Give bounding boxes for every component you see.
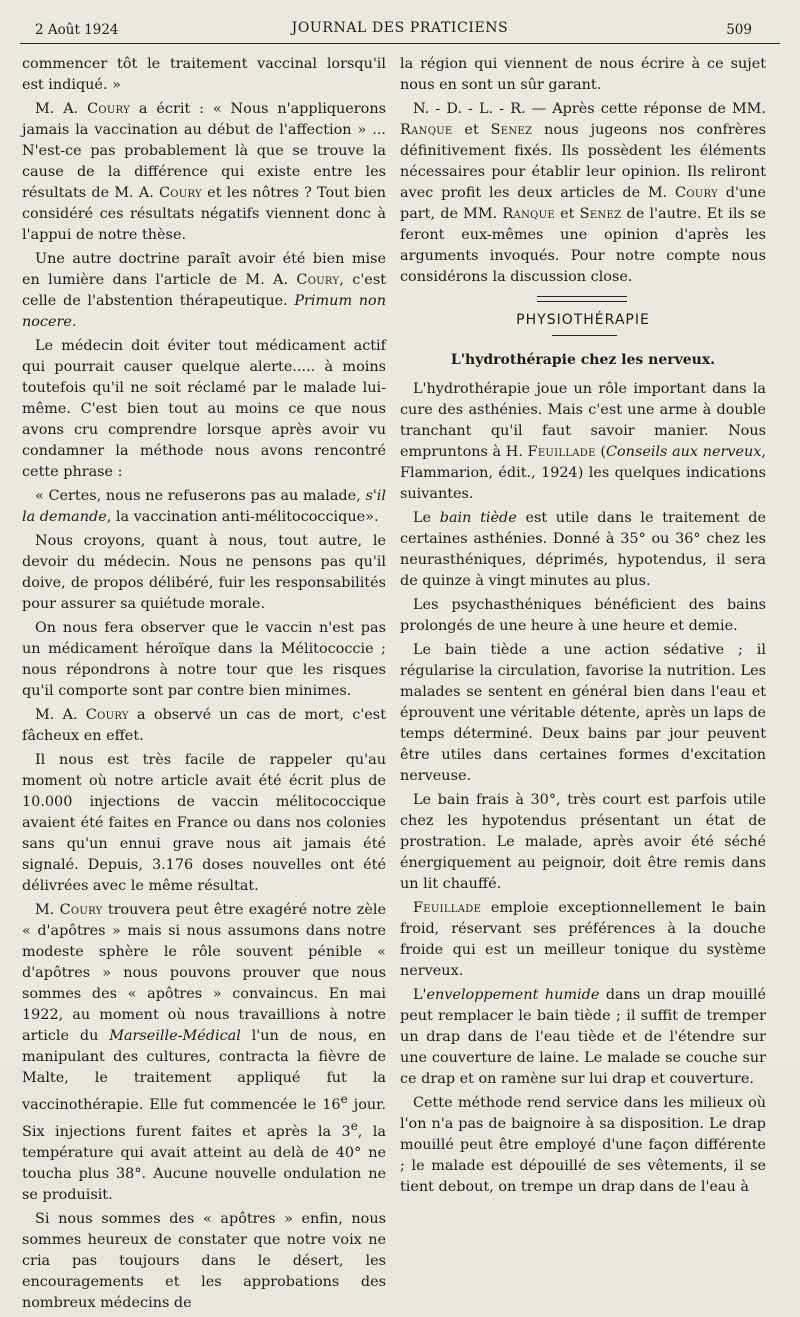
section-title: PHYSIOTHÉRAPIE: [516, 312, 650, 328]
section-divider: [537, 296, 627, 302]
paragraph: L'hydrothérapie joue un rôle important dans la cure des asthénies. Mais c'est une arme à double tranchant qu'il faut savoir manier. Nous empruntons à H. Feuillade (Conseils aux nerveux, Flammarion, édit., 1924) les quelques indications suivantes.: [400, 381, 766, 502]
author-name: Senez: [579, 206, 622, 222]
paragraph: Une autre doctrine paraît avoir été bien mise en lumière dans l'article de M. A. Coury, c'est celle de l'abstention thérapeutique. Primum non nocere.: [22, 251, 386, 330]
author-name: Coury: [87, 101, 131, 117]
author-name: Coury: [59, 902, 103, 918]
paragraph: Le bain tiède est utile dans le traitement de certaines asthénies. Donné à 35° ou 36° chez les neurasthéniques, déprimés, hypotendus, il sera de quinze à vingt minutes au plus.: [400, 510, 766, 589]
author-name: Coury: [85, 707, 129, 723]
author-name: Senez: [490, 122, 533, 138]
paragraph: Le médecin doit éviter tout médicament actif qui pourrait causer quelque alerte..... à moins toutefois qu'il ne soit réclamé par le malade lui-même. C'est bien tout au moins ce que nous avons cru comprendre lorsque après avoir vu condamner la méthode nous avons rencontré cette phrase :: [22, 338, 386, 480]
author-name: Coury: [675, 185, 718, 201]
header-rule: [20, 43, 780, 44]
right-column: [400, 54, 766, 1201]
book-title: Conseils aux nerveux: [606, 444, 762, 460]
paragraph: Cette méthode rend service dans les milieux où l'on n'a pas de baignoire à sa disposition. Le drap mouillé peut être employé d'une façon différente ; le malade est dépouillé de ses vêtements, il se tient debout, on trempe un drap dans de l'eau à: [400, 1095, 766, 1195]
editorial-note: N. - D. - L. - R. — Après cette réponse de MM. Ranque et Senez nous jugeons nos confrères définitivement fixés. Ils possèdent les éléments nécessaires pour établir leur opinion. Ils reliront avec profit les deux articles de M. Coury d'une part, de MM. Ranque et Senez de l'autre. Et ils se feront eux-mêmes une opinion d'après les arguments invoqués. Pour notre compte nous considérons la discussion close.: [400, 101, 766, 285]
author-name: Ranque: [502, 206, 555, 222]
latin-maxim: Primum non nocere.: [22, 293, 386, 330]
header-date: 2 Août 1924: [35, 22, 119, 38]
paragraph: commencer tôt le traitement vaccinal lorsqu'il est indiqué. »: [22, 56, 386, 93]
page-number: 509: [726, 22, 752, 38]
left-column: [22, 54, 386, 1317]
paragraph: Le bain tiède a une action sédative ; il régularise la circulation, favorise la nutrition. Les malades se sentent en général bien dans l'eau et éprouvent une véritable détente, après un laps de temps déterminé. Deux bains par jour peuvent être utiles dans certaines formes d'excitation nerveuse.: [400, 642, 766, 784]
author-name: Ranque: [400, 122, 453, 138]
paragraph: Il nous est très facile de rappeler qu'au moment où notre article avait été écrit plus de 10.000 injections de vaccin mélitococcique avaient été faites en France ou dans nos colonies sans qu'un ennui grave nous ait jamais été signalé. Depuis, 3.176 doses nouvelles ont été délivrées avec le même résultat.: [22, 752, 386, 894]
author-name: Feuillade: [527, 444, 596, 460]
article-title: L'hydrothérapie chez les nerveux.: [450, 352, 716, 368]
author-name: Coury: [296, 272, 340, 288]
paragraph: M. A. Coury a écrit : « Nous n'appliquerons jamais la vaccination au début de l'affection » ... N'est-ce pas probablement là que se trouve la cause de la différence qui existe entre les résultats de M. A. Coury et les nôtres ? Tout bien considéré ces résultats négatifs viennent donc à l'appui de notre thèse.: [22, 101, 386, 243]
author-name: Coury: [159, 185, 202, 201]
journal-title: JOURNAL DES PRATICIENS: [291, 20, 509, 36]
page-header: [0, 0, 800, 50]
journal-reference: Marseille-Médical: [109, 1028, 241, 1044]
paragraph: Nous croyons, quant à nous, tout autre, le devoir du médecin. Nous ne pensons pas qu'il doive, de propos délibéré, fuir les responsabilités pour assurer sa quiétude morale.: [22, 533, 386, 612]
author-name: Feuillade: [413, 900, 482, 916]
paragraph: M. A. Coury a observé un cas de mort, c'est fâcheux en effet.: [22, 707, 386, 744]
paragraph: L'enveloppement humide dans un drap mouillé peut remplacer le bain tiède ; il suffit de tremper un drap dans de l'eau tiède et de l'étendre sur une couverture de laine. Le malade se couche sur ce drap et on ramène sur lui drap et couverture.: [400, 987, 766, 1087]
paragraph: Le bain frais à 30°, très court est parfois utile chez les hypotendus présentant un état de prostration. Le malade, après avoir été séché énergiquement au peignoir, doit être remis dans un lit chauffé.: [400, 792, 766, 892]
paragraph: la région qui viennent de nous écrire à ce sujet nous en sont un sûr garant.: [400, 56, 766, 93]
paragraph: Si nous sommes des « apôtres » enfin, nous sommes heureux de constater que notre voix ne cria pas toujours dans le désert, les encouragements et les approbations des nombreux médecins de: [22, 1210, 386, 1311]
paragraph: M. Coury trouvera peut être exagéré notre zèle « d'apôtres » mais si nous assumons dans notre modeste sphère le rôle souvent pénible « d'apôtres » nous pouvons prouver que nous sommes des « apôtres » convaincus. En mai 1922, au moment où nous travaillions à notre article du Marseille-Médical l'un de nous, en manipulant des cultures, contracta la fièvre de Malte, le traitement appliqué fut la vaccinothérapie. Elle fut commencée le 16e jour. Six injections furent faites et après la 3e, la température qui avait atteint au delà de 40° ne toucha plus 38°. Aucune nouvelle ondulation ne se produisit.: [22, 902, 387, 1203]
paragraph: Les psychasthéniques bénéficient des bains prolongés de une heure à une heure et demie.: [400, 597, 766, 634]
section-title-rule: [552, 335, 617, 336]
paragraph: On nous fera observer que le vaccin n'est pas un médicament héroïque dans la Mélitococcie ; nous répondrons à notre tour que les risques qu'il comporte sont par contre bien minimes.: [22, 620, 386, 699]
quotation: « Certes, nous ne refuserons pas au malade, s'il la demande, la vaccination anti-mélitococcique».: [22, 488, 386, 525]
paragraph: Feuillade emploie exceptionnellement le bain froid, réservant ses préférences à la douche froide qui est un meilleur tonique du système nerveux.: [400, 900, 766, 979]
